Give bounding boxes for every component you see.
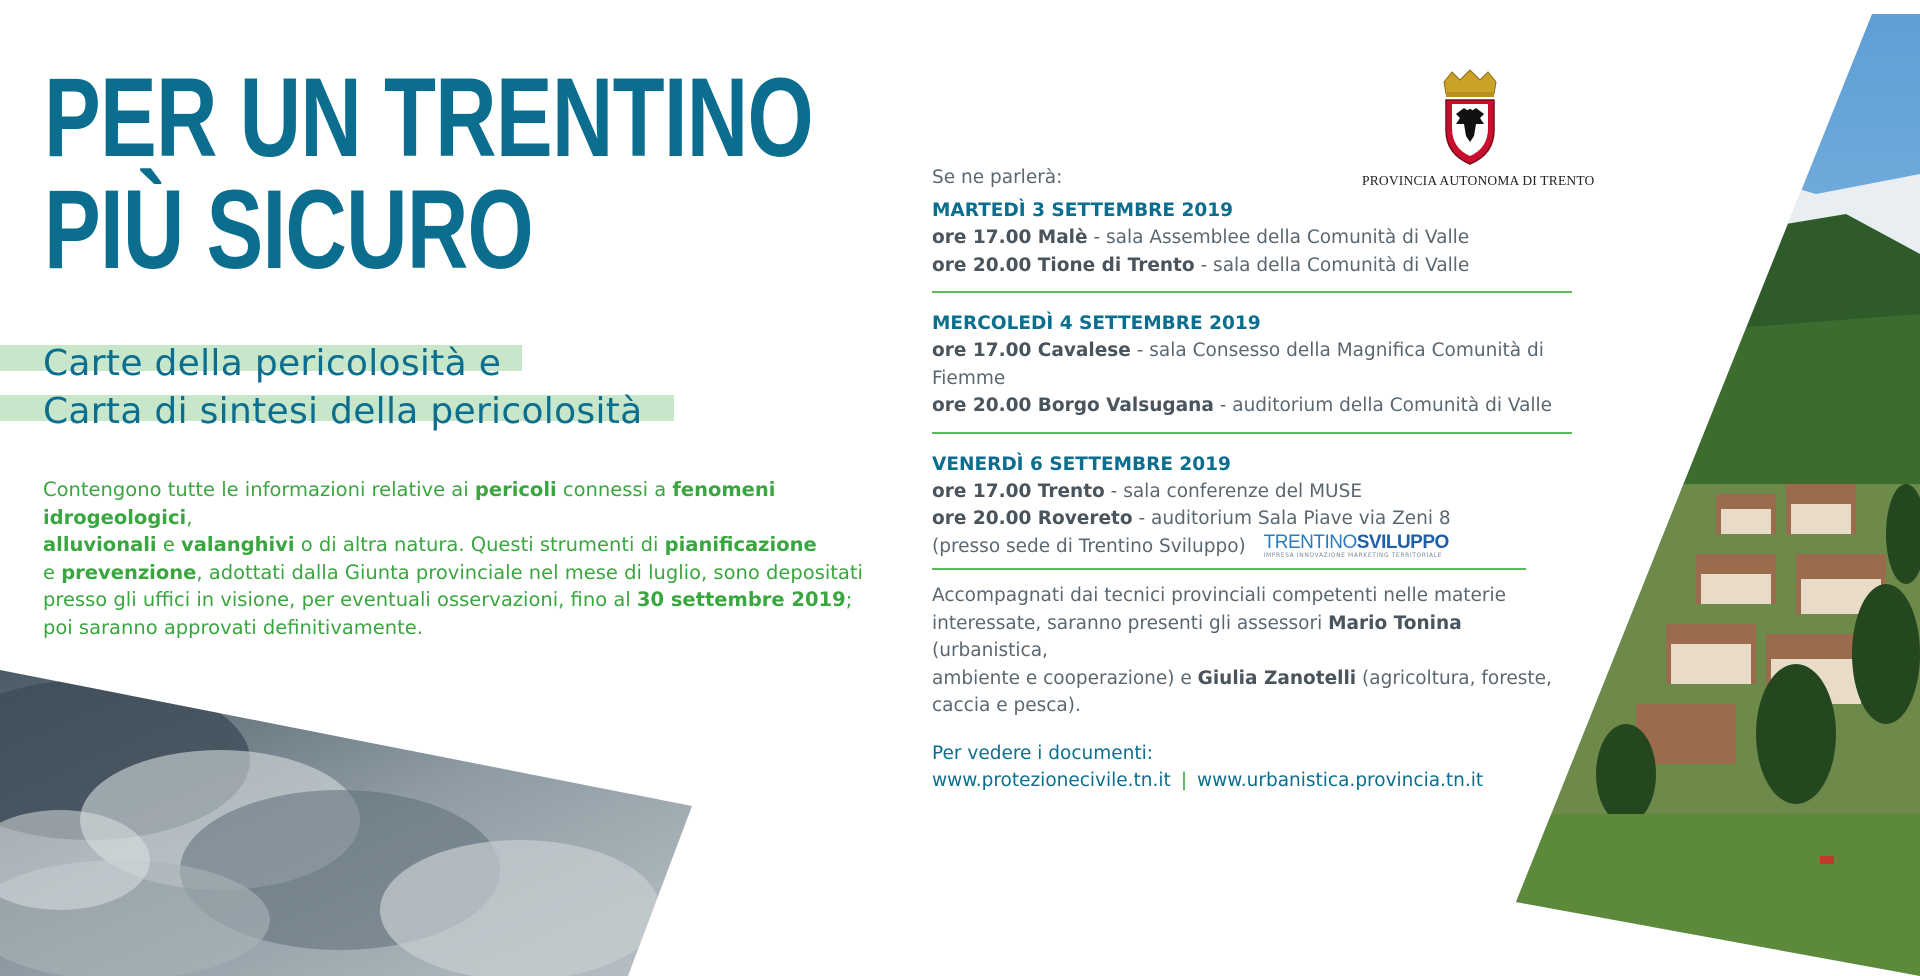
- event-row: ore 20.00 Rovereto - auditorium Sala Piave via Zeni 8: [932, 508, 1451, 529]
- note-paragraph: Accompagnati dai tecnici provinciali competenti nelle materie interessate, saranno presenti gli assessori Mario Tonina (urbanistica, ambiente e cooperazione) e Giulia Zanotelli (agricoltura, foreste, caccia e pesca).: [932, 585, 1552, 716]
- event-row: ore 17.00 Trento - sala conferenze del MUSE: [932, 480, 1363, 502]
- event-row: ore 17.00 Cavalese - sala Consesso della Magnifica Comunità di Fiemme: [932, 340, 1544, 389]
- event-row: (presso sede di Trentino Sviluppo) TRENTINOSVILUPPO IMPRESA INNOVAZIONE MARKETING TERRITORIALE: [932, 532, 1449, 559]
- subtitle-line-1: Carte della pericolosità e: [43, 343, 502, 384]
- institution-name: PROVINCIA AUTONOMA DI TRENTO: [1362, 173, 1595, 188]
- day-3-date: VENERDÌ 6 SETTEMBRE 2019: [932, 453, 1231, 475]
- day-2-date: MERCOLEDÌ 4 SETTEMBRE 2019: [932, 313, 1261, 334]
- divider: [932, 432, 1572, 434]
- event-row: ore 20.00 Borgo Valsugana - auditorium della Comunità di Valle: [932, 395, 1553, 416]
- subtitle-line-2: Carta di sintesi della pericolosità: [43, 391, 643, 432]
- divider: [932, 291, 1572, 293]
- intro-paragraph: Contengono tutte le informazioni relative ai pericoli connessi a fenomeni idrogeologici, alluvionali e valanghivi o di altra natura. Questi strumenti di pianificazione e prevenzione, adottati dalla Giunta provinciale nel mese di luglio, sono depositati presso gli uffici in visione, per eventuali osservazioni, fino al 30 settembre 2019; poi saranno approvati definitivamente.: [43, 478, 863, 639]
- links-row: [932, 767, 1572, 795]
- schedule-label: Se ne parlerà:: [932, 167, 1063, 188]
- schedule: [932, 166, 1572, 795]
- clouds-image: [0, 670, 700, 976]
- link-separator: |: [1180, 770, 1188, 791]
- mountain-village-image: [1516, 14, 1920, 976]
- link-protezionecivile[interactable]: www.protezionecivile.tn.it: [932, 770, 1171, 791]
- title-line-2: PIÙ SICURO: [44, 167, 533, 292]
- divider: [932, 568, 1526, 570]
- docs-label: Per vedere i documenti:: [932, 742, 1154, 764]
- title-line-1: PER UN TRENTINO: [44, 55, 813, 180]
- day-1-date: MARTEDÌ 3 SETTEMBRE 2019: [932, 200, 1233, 221]
- event-row: ore 20.00 Tione di Trento - sala della Comunità di Valle: [932, 254, 1470, 276]
- trentino-sviluppo-logo: TRENTINOSVILUPPO IMPRESA INNOVAZIONE MARKETING TERRITORIALE: [1263, 532, 1449, 559]
- page-title: [44, 55, 813, 292]
- link-urbanistica[interactable]: www.urbanistica.provincia.tn.it: [1197, 770, 1484, 791]
- event-row: ore 17.00 Malè - sala Assemblee della Comunità di Valle: [932, 227, 1470, 248]
- coat-of-arms-icon: [1438, 68, 1502, 168]
